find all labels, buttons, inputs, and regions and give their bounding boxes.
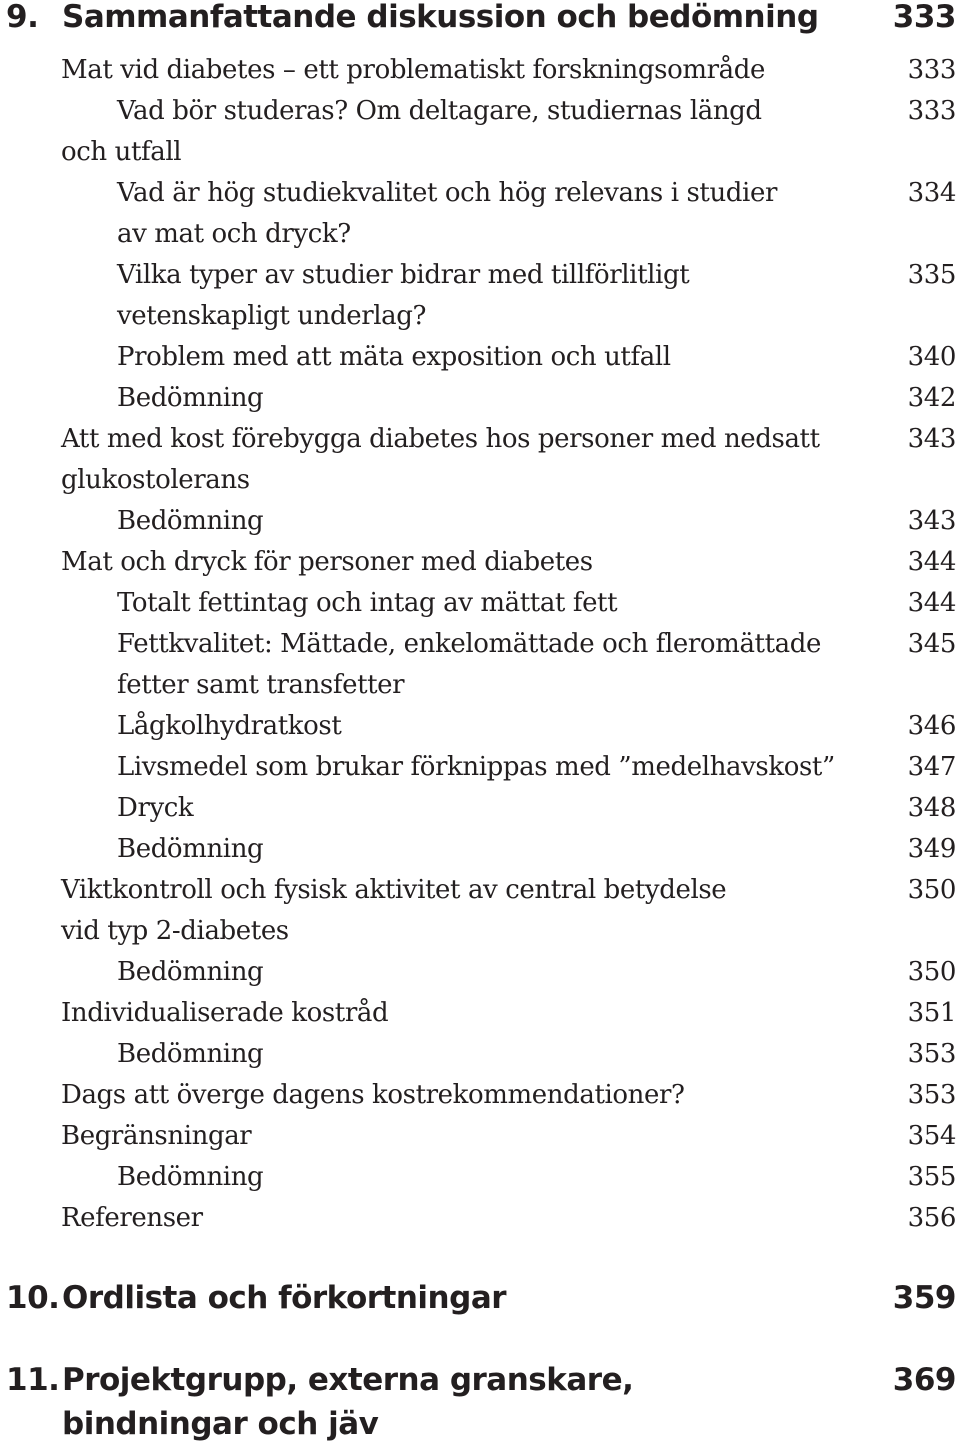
toc-entry-text: glukostolerans xyxy=(61,465,250,495)
toc-entry-text: Problem med att mäta exposition och utfall xyxy=(117,342,671,372)
toc-entry-text: Bedömning xyxy=(117,957,264,987)
toc-entry[interactable] xyxy=(117,583,617,624)
toc-entry[interactable] xyxy=(117,747,835,788)
toc-entry-page: 346 xyxy=(907,711,956,741)
toc-entry-text: Bedömning xyxy=(117,383,264,413)
toc-entry-page: 353 xyxy=(907,1039,956,1069)
toc-entry-text: Mat vid diabetes – ett problematiskt forskningsområde xyxy=(61,55,765,85)
toc-entry[interactable] xyxy=(117,788,193,829)
chapter-title: Sammanfattande diskussion och bedömning xyxy=(62,0,819,35)
toc-entry-text: Vad bör studeras? Om deltagare, studiernas längd xyxy=(117,96,762,126)
toc-entry-text: Vad är hög studiekvalitet och hög relevans i studier xyxy=(117,178,777,208)
toc-entry-text: vetenskapligt underlag? xyxy=(117,301,427,331)
toc-entry-page: 351 xyxy=(907,998,956,1028)
toc-entry[interactable] xyxy=(61,419,820,501)
toc-entry-page: 356 xyxy=(907,1203,956,1233)
toc-entry[interactable] xyxy=(61,1075,685,1116)
toc-entry-text: Bedömning xyxy=(117,1162,264,1192)
toc-entry-page: 348 xyxy=(907,793,956,823)
toc-entry[interactable] xyxy=(117,255,689,337)
toc-entry[interactable] xyxy=(61,993,388,1034)
toc-entry-text: vid typ 2-diabetes xyxy=(61,916,289,946)
toc-entry-page: 350 xyxy=(907,875,956,905)
toc-entry-page: 344 xyxy=(907,547,956,577)
toc-entry-page: 349 xyxy=(907,834,956,864)
toc-entry[interactable] xyxy=(61,1198,203,1239)
toc-entry-page: 340 xyxy=(907,342,956,372)
toc-entry[interactable] xyxy=(117,91,762,132)
toc-entry[interactable] xyxy=(117,1034,263,1075)
toc-entry-text: Individualiserade kostråd xyxy=(61,998,389,1028)
toc-entry[interactable] xyxy=(61,1116,251,1157)
toc-entry-page: 347 xyxy=(907,752,956,782)
toc-entry[interactable] xyxy=(117,1157,263,1198)
chapter-title-line: Projektgrupp, externa granskare, xyxy=(62,1362,634,1398)
toc-entry[interactable] xyxy=(117,624,821,706)
chapter-page-number: 359 xyxy=(892,1280,956,1316)
chapter-title: Ordlista och förkortningar xyxy=(62,1280,507,1316)
chapter-number: 9. xyxy=(6,0,39,35)
toc-entry-page: 333 xyxy=(907,55,956,85)
toc-entry-page: 353 xyxy=(907,1080,956,1110)
toc-entry-text: Begränsningar xyxy=(61,1121,252,1151)
toc-entry-text: Dryck xyxy=(117,793,194,823)
toc-entry-page: 343 xyxy=(907,424,956,454)
toc-entry-page: 333 xyxy=(907,96,956,126)
toc-entry-page: 344 xyxy=(907,588,956,618)
chapter-number: 11. xyxy=(6,1362,60,1398)
toc-entry[interactable] xyxy=(117,829,263,870)
toc-entry-page: 355 xyxy=(907,1162,956,1192)
toc-entry-page: 335 xyxy=(907,260,956,290)
toc-entry-text: Viktkontroll och fysisk aktivitet av central betydelse xyxy=(61,875,727,905)
toc-entry[interactable] xyxy=(117,706,341,747)
toc-entry-text: Bedömning xyxy=(117,834,264,864)
toc-entry[interactable] xyxy=(117,501,263,542)
toc-entry-text: Livsmedel som brukar förknippas med ”medelhavskost” xyxy=(117,752,835,782)
toc-entry-text: av mat och dryck? xyxy=(117,219,351,249)
toc-entry-text: Lågkolhydratkost xyxy=(117,711,342,741)
toc-entry[interactable] xyxy=(117,173,777,255)
toc-entry-page: 343 xyxy=(907,506,956,536)
toc-entry-text: Fettkvalitet: Mättade, enkelomättade och fleromättade xyxy=(117,629,821,659)
toc-entry-page: 342 xyxy=(907,383,956,413)
toc-entry-text: och utfall xyxy=(61,137,182,167)
toc-entry-page: 354 xyxy=(907,1121,956,1151)
toc-entry-text: Vilka typer av studier bidrar med tillförlitligt xyxy=(117,260,690,290)
toc-entry-text: Dags att överge dagens kostrekommendationer? xyxy=(61,1080,685,1110)
toc-entry-text: Bedömning xyxy=(117,506,264,536)
chapter-number: 10. xyxy=(6,1280,60,1316)
toc-entry-text: Mat och dryck för personer med diabetes xyxy=(61,547,593,577)
chapter-page-number: 333 xyxy=(892,0,956,35)
chapter-page-number: 369 xyxy=(892,1362,956,1398)
toc-entry[interactable] xyxy=(117,952,263,993)
chapter-title-line: bindningar och jäv xyxy=(62,1406,379,1442)
toc-entry[interactable] xyxy=(61,870,726,952)
toc-entry-text: Totalt fettintag och intag av mättat fett xyxy=(117,588,618,618)
toc-entry[interactable] xyxy=(117,378,263,419)
toc-entry-text: fetter samt transfetter xyxy=(117,670,405,700)
toc-entry[interactable] xyxy=(61,50,765,91)
toc-entry-text: Referenser xyxy=(61,1203,203,1233)
toc-entry-text: Att med kost förebygga diabetes hos personer med nedsatt xyxy=(61,424,820,454)
toc-entry-page: 345 xyxy=(907,629,956,659)
toc-entry-text: Bedömning xyxy=(117,1039,264,1069)
toc-entry[interactable] xyxy=(117,337,671,378)
toc-entry-continuation xyxy=(61,132,181,173)
toc-entry-page: 350 xyxy=(907,957,956,987)
toc-entry-page: 334 xyxy=(907,178,956,208)
toc-entry[interactable] xyxy=(61,542,593,583)
